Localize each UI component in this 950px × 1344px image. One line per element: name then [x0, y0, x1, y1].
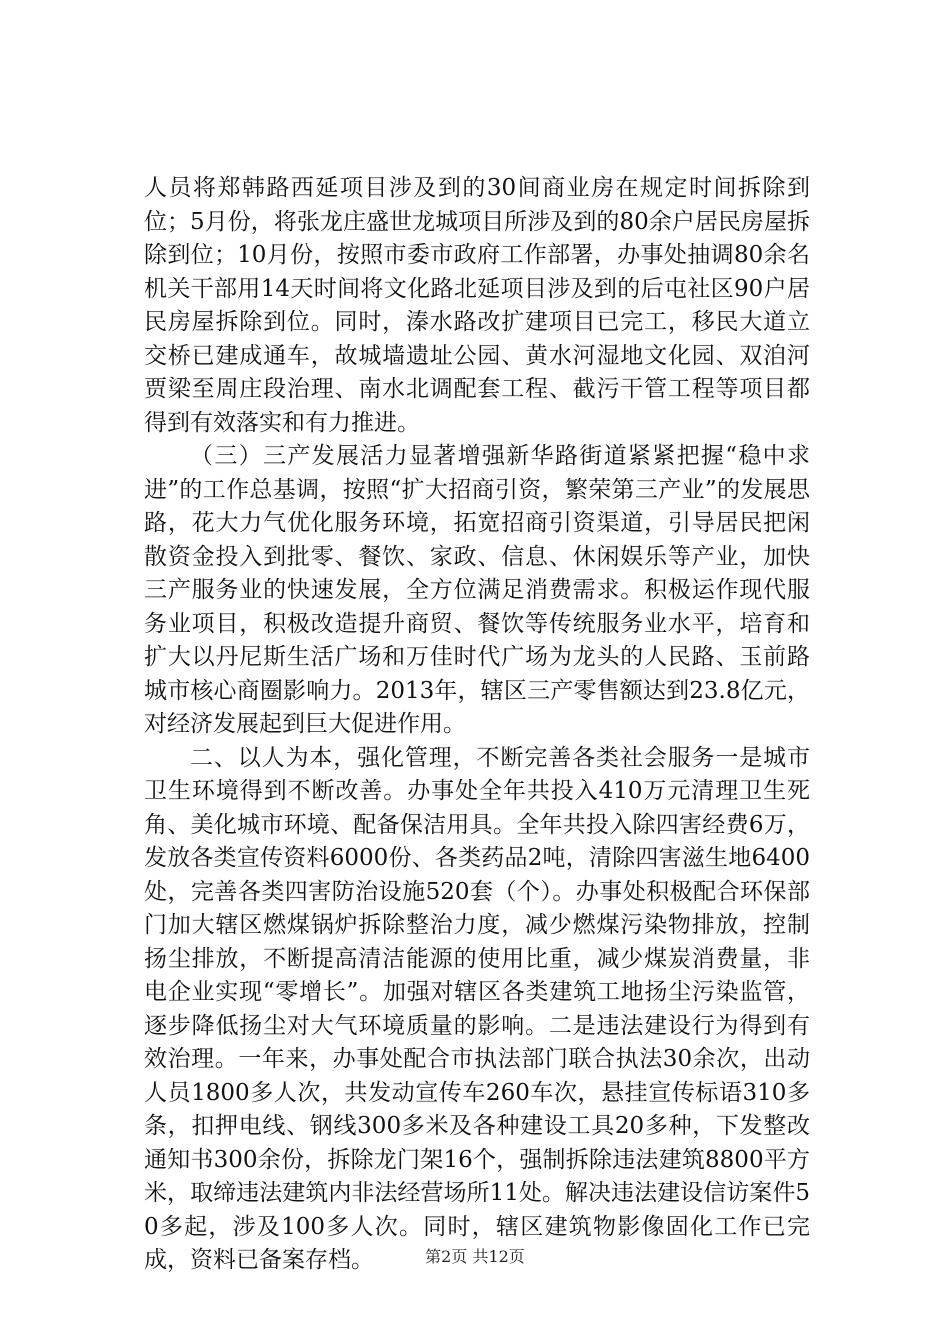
- document-body: [144, 172, 810, 1278]
- paragraph-social-services: 二、以人为本，强化管理，不断完善各类社会服务一是城市卫生环境得到不断改善。办事处全年共投入410万元清理卫生死角、美化城市环境、配备保洁用具。全年共投入除四害经费6万，发放各类宣传资料6000份、各类药品2吨，清除四害滋生地6400处，完善各类四害防治设施520套（个）。办事处积极配合环保部门加大辖区燃煤锅炉拆除整治力度，减少燃煤污染物排放，控制扬尘排放，不断提高清洁能源的使用比重，减少煤炭消费量，非电企业实现“零增长”。加强对辖区各类建筑工地扬尘污染监管，逐步降低扬尘对大气环境质量的影响。二是违法建设行为得到有效治理。一年来，办事处配合市执法部门联合执法30余次，出动人员1800多人次，共发动宣传车260车次，悬挂宣传标语310多条，扣押电线、钢线300多米及各种建设工具20多种，下发整改通知书300余份，拆除龙门架16个，强制拆除违法建筑8800平方米，取缔违法建筑内非法经营场所11处。解决违法建设信访案件50多起，涉及100多人次。同时，辖区建筑物影像固化工作已完成，资料已备案存档。: [144, 744, 810, 1273]
- paragraph-tertiary-industry: （三）三产发展活力显著增强新华路街道紧紧把握“稳中求进”的工作总基调，按照“扩大招商引资，繁荣第三产业”的发展思路，花大力气优化服务环境，拓宽招商引资渠道，引导居民把闲散资金投入到批零、餐饮、家政、信息、休闲娱乐等产业，加快三产服务业的快速发展，全方位满足消费需求。积极运作现代服务业项目，积极改造提升商贸、餐饮等传统服务业水平，培育和扩大以丹尼斯生活广场和万佳时代广场为龙头的人民路、玉前路城市核心商圈影响力。2013年，辖区三产零售额达到23.8亿元，对经济发展起到巨大促进作用。: [144, 443, 810, 737]
- page-number-footer: 第2页 共12页: [425, 1247, 525, 1266]
- paragraph-demolition-progress: 人员将郑韩路西延项目涉及到的30间商业房在规定时间拆除到位；5月份，将张龙庄盛世龙城项目所涉及到的80余户居民房屋拆除到位；10月份，按照市委市政府工作部署，办事处抽调80余名机关干部用14天时间将文化路北延项目涉及到的后屯社区90户居民房屋拆除到位。同时，溱水路改扩建项目已完工，移民大道立交桥已建成通车，故城墙遗址公园、黄水河湿地文化园、双洎河贾梁至周庄段治理、南水北调配套工程、截污干管工程等项目都得到有效落实和有力推进。: [144, 175, 810, 436]
